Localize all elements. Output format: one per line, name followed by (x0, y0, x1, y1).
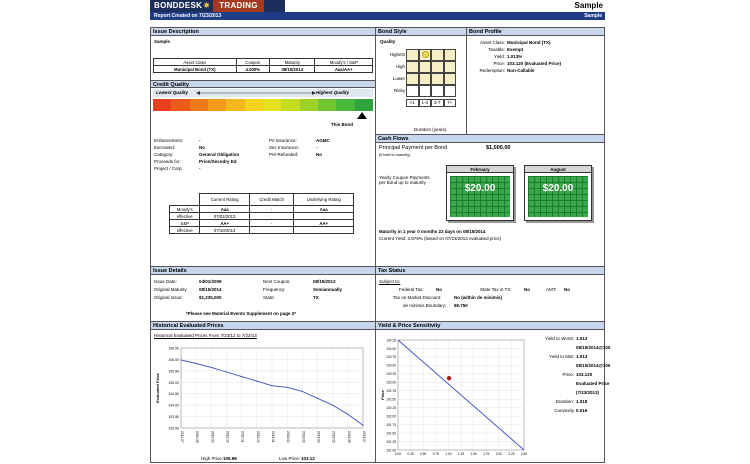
col-ratings: Moody's / S&P (315, 59, 373, 66)
attr-value: 04/01/2009 (199, 279, 222, 284)
val-ratings: Aaa/AA+ (315, 66, 373, 73)
ratings-row (170, 227, 354, 234)
hist-y-tick: 103.50 (168, 415, 179, 420)
ratings-cell (249, 227, 293, 234)
ratings-cell: 07/02/2013 (200, 213, 250, 220)
logo-right-text: TRADING (213, 0, 264, 12)
profile-value: Non-Callable (507, 68, 535, 73)
coupon-card-august (524, 165, 592, 221)
val-coupon: 4.000% (236, 66, 269, 73)
attr-value: AGMC (316, 138, 330, 143)
hist-x-tick: 2013-01 (271, 431, 275, 443)
attr-label: Original Maturity (154, 287, 187, 292)
hist-price-point (302, 391, 303, 392)
hist-x-tick: 2012-10 (225, 431, 230, 443)
yield-stat-label: Yield to Mat: (549, 354, 574, 359)
low-price-label: Low Price: (279, 456, 301, 461)
profile-value: 103.120 (Evaluated Price) (507, 61, 562, 66)
attr-label: Proceeds for: (154, 159, 181, 164)
card-amount: $20.00 (450, 176, 510, 217)
yield-sensitivity-section (375, 321, 611, 463)
duration-col-label: 7+ (444, 99, 457, 107)
ratings-header-row (170, 194, 354, 206)
attr-value: General Obligation (199, 152, 240, 157)
hist-price-point (347, 414, 348, 415)
state-tax-label: State Tax in TX: (480, 287, 512, 292)
bond-style-header: Bond Style (376, 28, 466, 36)
quality-row-label: Risky (394, 88, 405, 93)
hist-price-point (362, 425, 363, 426)
style-cell (406, 61, 419, 73)
yield-x-tick: 2.50 (520, 452, 528, 456)
yield-stat-value: (7/23/2013) (576, 390, 600, 395)
market-discount-value: No (within de minimis) (454, 295, 502, 300)
quality-segment (226, 99, 244, 111)
issue-summary-table (153, 58, 373, 73)
quality-axis-label: Quality (380, 39, 396, 44)
profile-label: Price: (493, 61, 505, 66)
attr-label: Original Issue: (154, 295, 183, 300)
hist-x-tick: 2012-08 (195, 431, 200, 443)
ratings-table (169, 193, 354, 234)
style-cell (406, 49, 419, 61)
ratings-cell: AA+ (294, 220, 354, 227)
profile-value: Municipal Bond (TX) (507, 40, 551, 45)
ratings-cell: Aaa (294, 206, 354, 213)
bond-position-icon (422, 51, 429, 58)
report-created: Report Created on 7/23/2013 (154, 13, 222, 19)
attr-value: 08/15/2013 (313, 279, 336, 284)
quality-row-label: Lower (392, 76, 405, 81)
hist-x-tick: 2012-07 (180, 431, 184, 443)
hist-price-point (196, 363, 197, 364)
yield-y-tick: 101.75 (386, 422, 396, 427)
yield-y-tick: 103.25 (386, 372, 396, 377)
hist-x-tick: 2012-12 (255, 431, 260, 443)
attr-value: 08/15/2014 (199, 287, 222, 292)
low-price-value: 103.12 (301, 456, 315, 461)
ratings-cell: Aaa (200, 206, 250, 213)
style-cell (444, 49, 457, 61)
style-cell (419, 73, 432, 85)
yield-x-tick: 1.75 (483, 452, 490, 456)
issue-description-header: Issue Description (151, 28, 375, 36)
duration-col-label: 1-3 (419, 99, 432, 107)
yield-y-tick: 103.00 (386, 380, 396, 385)
quality-segment (355, 99, 373, 111)
yield-stat-value: Evaluated Price (576, 381, 610, 386)
yield-stat-label: Duration: (555, 399, 574, 404)
historical-prices-section (150, 321, 376, 463)
attr-label: Pri Insurance: (269, 138, 297, 143)
attr-value: - (199, 138, 201, 143)
logo-left-text: BONDDESK (154, 1, 203, 10)
duration-col-label: 3-7 (431, 99, 444, 107)
attr-label: Escrowed: (154, 145, 176, 150)
style-cell (406, 85, 419, 97)
style-cell (431, 61, 444, 73)
yield-stat-label: Price: (562, 372, 574, 377)
col-maturity: Maturity (270, 59, 315, 66)
hist-y-tick: 105.00 (168, 380, 179, 385)
top-bar (150, 0, 605, 12)
col-coupon: Coupon (236, 59, 269, 66)
yield-sensitivity-chart (376, 332, 536, 464)
historical-prices-chart (151, 340, 375, 456)
hist-x-tick: 2013-05 (331, 431, 336, 443)
current-price-point (447, 376, 451, 380)
hist-y-tick: 106.00 (168, 357, 179, 362)
tax-status-header: Tax Status (376, 267, 604, 275)
hist-price-point (287, 387, 288, 388)
quality-segment (153, 99, 171, 111)
yield-x-tick: 1.25 (457, 452, 465, 456)
attr-value: TX (313, 295, 319, 300)
attr-label: Frequency: (263, 287, 286, 292)
cash-flows-section (375, 134, 605, 267)
yield-stat-value: 08/15/2014@100 (576, 345, 611, 350)
yield-stat-value: 08/15/2014@100 (576, 363, 611, 368)
ratings-header: Current Rating (200, 194, 250, 206)
maturity-text: Maturity in 1 year 0 months 22 days on 08/15/2014 (379, 229, 486, 234)
hist-price-point (180, 359, 181, 360)
quality-segment (336, 99, 354, 111)
yield-stat-value: 1.018 (576, 399, 588, 404)
highest-quality-label: Highest Quality (316, 90, 350, 95)
hist-x-tick: 2012-11 (240, 431, 245, 443)
attr-label: Enhancement: (154, 138, 184, 143)
yield-stat-value: 1.013 (576, 336, 588, 341)
hist-y-tick: 106.50 (168, 346, 179, 351)
quality-segment (300, 99, 318, 111)
attr-label: Sec Insurance: (269, 145, 300, 150)
yield-y-tick: 102.50 (386, 397, 396, 402)
tax-status-section (375, 266, 605, 322)
card-month: August (525, 166, 591, 173)
ratings-row (170, 213, 354, 220)
bond-profile-section (466, 27, 605, 135)
yield-sensitivity-header: Yield & Price Sensitivity (376, 322, 604, 330)
historical-prices-header: Historical Evaluated Prices (151, 322, 375, 330)
style-cell (444, 61, 457, 73)
material-events-note: *Please see Material Events Supplement on page 2* (186, 311, 297, 316)
style-cell (431, 85, 444, 97)
style-cell (444, 73, 457, 85)
yield-x-tick: 2.25 (508, 452, 515, 456)
val-maturity: 08/15/2014 (270, 66, 315, 73)
yield-stat-value: 1.013 (576, 354, 588, 359)
quality-arrow-icon (196, 90, 316, 96)
bond-style-section (375, 27, 467, 135)
attr-label: Project / Corp: (154, 166, 183, 171)
hist-price-point (226, 371, 227, 372)
val-asset-class: Municipal Bond (TX) (154, 66, 237, 73)
report-bar (150, 12, 605, 20)
ratings-cell: - (249, 206, 293, 213)
quality-segment (208, 99, 226, 111)
ratings-cell: Moody's (170, 206, 200, 213)
principal-note: (if held to maturity) (379, 153, 411, 157)
yield-x-tick: 0.00 (394, 452, 402, 456)
federal-tax-label: Federal Tax: (399, 287, 424, 292)
principal-value: $1,000.00 (486, 145, 511, 151)
yield-x-tick: 0.75 (432, 452, 439, 456)
yield-stat-value: 103.120 (576, 372, 593, 377)
ratings-cell: effective (170, 227, 200, 234)
duration-axis-label: Duration (years) (414, 127, 447, 132)
hist-x-tick: 2013-02 (286, 431, 291, 443)
quality-segment (281, 99, 299, 111)
attr-value: - (316, 145, 318, 150)
hist-x-tick: 2013-03 (301, 431, 306, 443)
quality-row-label: High (395, 64, 405, 69)
hist-x-tick: 2013-06 (346, 431, 351, 443)
yield-y-label: Price (380, 390, 385, 400)
style-cell (431, 49, 444, 61)
hist-price-point (241, 376, 242, 377)
quality-segment (171, 99, 189, 111)
attr-value: No (316, 152, 322, 157)
report-title: Sample (574, 1, 603, 10)
current-yield-text: Current Yield: 3.879% (based on 07/23/2013 evaluated price) (379, 236, 502, 241)
high-price-label: High Price: (201, 456, 224, 461)
duration-col-label: <1 (406, 99, 419, 107)
profile-value: Exempt (507, 47, 524, 52)
hist-y-tick: 103.00 (168, 426, 179, 431)
hist-price-point (256, 381, 257, 382)
quality-segment (318, 99, 336, 111)
yield-x-tick: 0.25 (407, 452, 414, 456)
attr-label: Issue Date: (154, 279, 177, 284)
hist-y-tick: 104.00 (168, 403, 179, 408)
bond-profile-header: Bond Profile (467, 28, 604, 36)
ratings-cell: - (249, 220, 293, 227)
attr-value: $1,235,000 (199, 295, 222, 300)
style-cell (406, 73, 419, 85)
deminimis-label: de minimis Boundary: (403, 303, 447, 308)
amt-value: No (564, 287, 570, 292)
market-discount-label: Tax on Market Discount: (393, 295, 442, 300)
historical-prices-subtitle: Historical Evaluated Prices From 7/23/12 to 7/22/13 (154, 333, 257, 338)
yield-x-tick: 1.00 (445, 452, 452, 456)
yield-y-tick: 102.75 (386, 389, 396, 394)
yield-y-tick: 104.00 (386, 346, 396, 351)
attr-label: Pre-Refunded: (269, 152, 299, 157)
star-icon: ✷ (203, 1, 211, 10)
yield-y-tick: 103.50 (386, 363, 396, 368)
card-amount: $20.00 (528, 176, 588, 217)
yearly-coupon-label: Yearly Coupon Payments per Bond up to maturity (379, 175, 430, 185)
this-bond-marker-icon (357, 112, 367, 119)
issue-description-section (150, 27, 376, 267)
lowest-quality-label: Lowest Quality (156, 90, 189, 95)
ratings-cell: effective (170, 213, 200, 220)
style-cell (444, 85, 457, 97)
ratings-cell: 07/10/2013 (200, 227, 250, 234)
style-cell (431, 73, 444, 85)
principal-label: Principal Payment per Bond (379, 145, 448, 151)
hist-x-tick: 2013-04 (316, 431, 321, 443)
ratings-row (170, 220, 354, 227)
coupon-card-february (446, 165, 514, 221)
hist-x-tick: 2012-09 (210, 431, 215, 443)
credit-quality-header: Credit Quality (151, 80, 375, 88)
hist-price-point (317, 398, 318, 399)
hist-x-tick: 2013-07 (362, 431, 366, 443)
subject-to-label: Subject to: (379, 279, 401, 284)
cash-flows-header: Cash Flows (376, 135, 604, 143)
yield-x-tick: 0.50 (420, 452, 427, 456)
bonddesk-logo (150, 0, 285, 12)
quality-segment (263, 99, 281, 111)
yield-y-tick: 102.00 (386, 414, 396, 419)
deminimis-value: 99.750 (454, 303, 468, 308)
ratings-cell (249, 213, 293, 220)
hist-y-tick: 104.50 (168, 392, 179, 397)
quality-segment (245, 99, 263, 111)
report-page (150, 0, 611, 463)
profile-label: Taxable: (488, 47, 505, 52)
yield-y-tick: 101.50 (386, 431, 396, 436)
ratings-corner (170, 194, 200, 206)
yield-y-tick: 101.00 (386, 448, 396, 453)
issue-details-header: Issue Details (151, 267, 375, 275)
quality-row-label: Highest (389, 52, 405, 57)
quality-segment (190, 99, 208, 111)
ratings-header: Credit Watch (249, 194, 293, 206)
profile-label: Asset Class: (479, 40, 505, 45)
yield-y-tick: 101.25 (386, 439, 396, 444)
yield-stat-label: Convexity (554, 408, 574, 413)
state-tax-value: No (524, 287, 530, 292)
attr-label: Category: (154, 152, 174, 157)
report-bar-label: Sample (584, 13, 602, 19)
attr-value: No (199, 145, 205, 150)
high-price-value: 105.98 (223, 456, 237, 461)
attr-value: Semiannually (313, 287, 343, 292)
attr-label: Next Coupon: (263, 279, 291, 284)
credit-quality-bar (153, 99, 373, 111)
issue-details-section (150, 266, 376, 322)
yield-stat-label: Yield to Worst: (544, 336, 574, 341)
ratings-header: Underlying Rating (294, 194, 354, 206)
ratings-cell: AA+ (200, 220, 250, 227)
hist-price-point (332, 405, 333, 406)
hist-y-label: Evaluated Price (155, 373, 160, 403)
yield-x-tick: 1.50 (470, 452, 477, 456)
profile-label: Redemption: (479, 68, 505, 73)
yield-y-tick: 103.75 (386, 355, 396, 360)
profile-label: Yield: (493, 54, 505, 59)
attr-value: Prion/Secndry Ed (199, 159, 237, 164)
ratings-cell (294, 213, 354, 220)
amt-label: AMT: (546, 287, 557, 292)
issue-name: Sample (154, 39, 171, 44)
yield-x-tick: 2.00 (495, 452, 502, 456)
federal-tax-value: No (436, 287, 442, 292)
style-cell (419, 85, 432, 97)
yield-y-tick: 104.25 (386, 338, 396, 343)
yield-y-tick: 102.25 (386, 405, 396, 410)
attr-label: State: (263, 295, 275, 300)
hist-y-tick: 105.50 (168, 369, 179, 374)
ratings-row (170, 206, 354, 213)
profile-value: 1.013% (507, 54, 523, 59)
style-cell (419, 61, 432, 73)
hist-price-point (271, 385, 272, 386)
card-month: February (447, 166, 513, 173)
col-asset-class: Asset Class (154, 59, 237, 66)
ratings-cell (294, 227, 354, 234)
hist-price-point (211, 367, 212, 368)
ratings-cell: S&P (170, 220, 200, 227)
yield-stat-value: 0.016 (576, 408, 588, 413)
this-bond-label: This Bond (331, 122, 353, 127)
attr-value: - (199, 166, 201, 171)
